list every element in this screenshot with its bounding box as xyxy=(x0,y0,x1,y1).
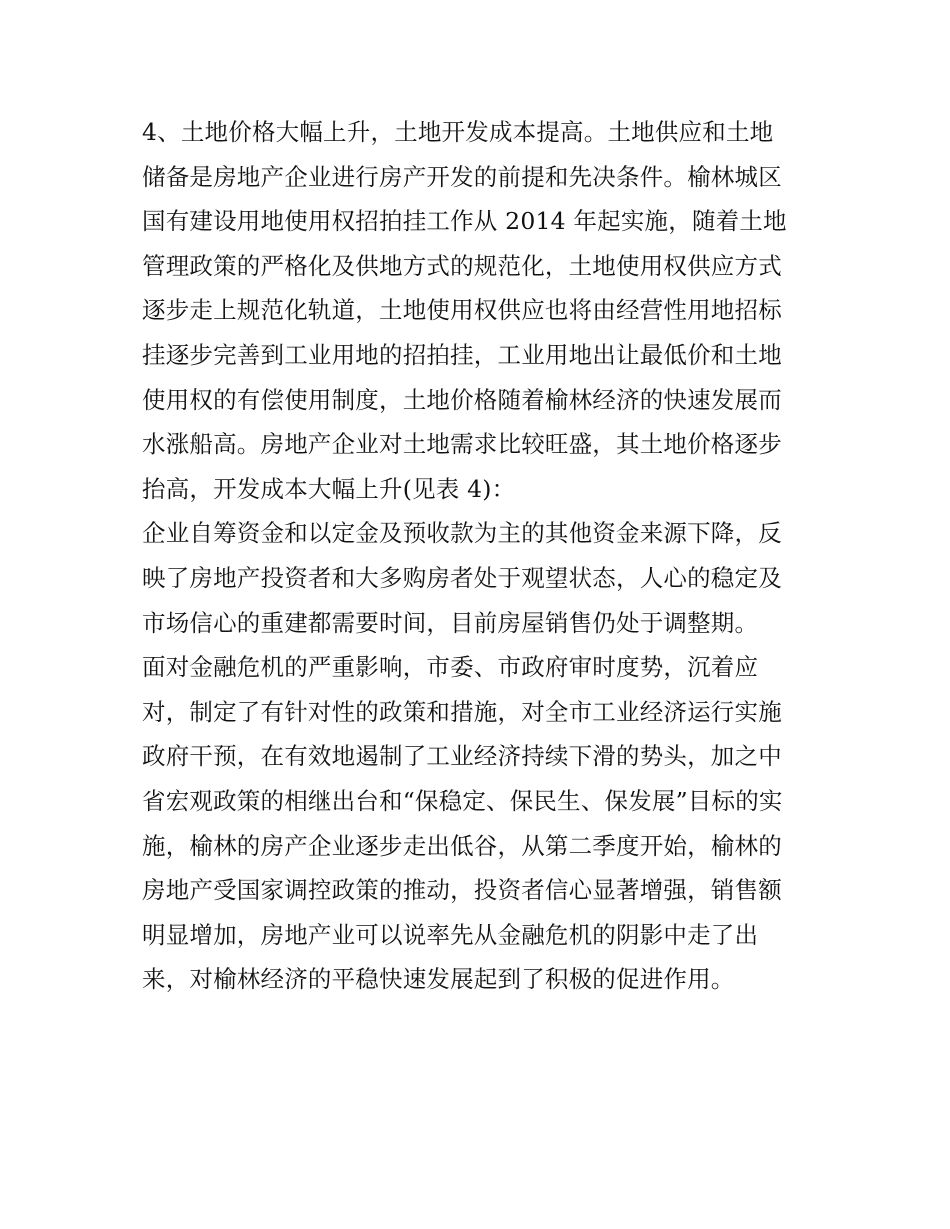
text-line: 房地产受国家调控政策的推动，投资者信心显著增强，销售额 xyxy=(142,876,782,905)
text-line: 逐步走上规范化轨道，土地使用权供应也将由经营性用地招标 xyxy=(142,296,782,325)
text-line: 国有建设用地使用权招拍挂工作从 2014 年起实施，随着土地 xyxy=(142,207,787,236)
text-line: 政府干预，在有效地遏制了工业经济持续下滑的势头，加之中 xyxy=(142,742,782,771)
text-line: 明显增加，房地产业可以说率先从金融危机的阴影中走了出 xyxy=(142,920,759,949)
text-line: 使用权的有偿使用制度，土地价格随着榆林经济的快速发展而 xyxy=(142,385,782,414)
text-line: 施，榆林的房产企业逐步走出低谷，从第二季度开始，榆林的 xyxy=(142,831,782,860)
body-text xyxy=(142,110,832,1002)
text-line: 映了房地产投资者和大多购房者处于观望状态，人心的稳定及 xyxy=(142,563,782,592)
text-line: 企业自筹资金和以定金及预收款为主的其他资金来源下降，反 xyxy=(142,519,782,548)
text-line: 储备是房地产企业进行房产开发的前提和先决条件。榆林城区 xyxy=(142,162,782,191)
text-line: 对，制定了有针对性的政策和措施，对全市工业经济运行实施 xyxy=(142,697,782,726)
text-line: 水涨船高。房地产企业对土地需求比较旺盛，其土地价格逐步 xyxy=(142,430,782,459)
text-line: 4、土地价格大幅上升，土地开发成本提高。土地供应和土地 xyxy=(142,118,774,146)
text-line: 来，对榆林经济的平稳快速发展起到了积极的促进作用。 xyxy=(142,965,735,994)
text-line: 挂逐步完善到工业用地的招拍挂，工业用地出让最低价和土地 xyxy=(142,340,782,369)
text-line: 抬高，开发成本大幅上升(见表 4)： xyxy=(142,474,516,503)
text-line: 面对金融危机的严重影响，市委、市政府审时度势，沉着应 xyxy=(142,653,759,682)
text-line: 管理政策的严格化及供地方式的规范化，土地使用权供应方式 xyxy=(142,251,782,280)
text-line: 市场信心的重建都需要时间，目前房屋销售仍处于调整期。 xyxy=(142,608,759,637)
text-line: 省宏观政策的相继出台和“保稳定、保民生、保发展”目标的实 xyxy=(142,786,783,815)
